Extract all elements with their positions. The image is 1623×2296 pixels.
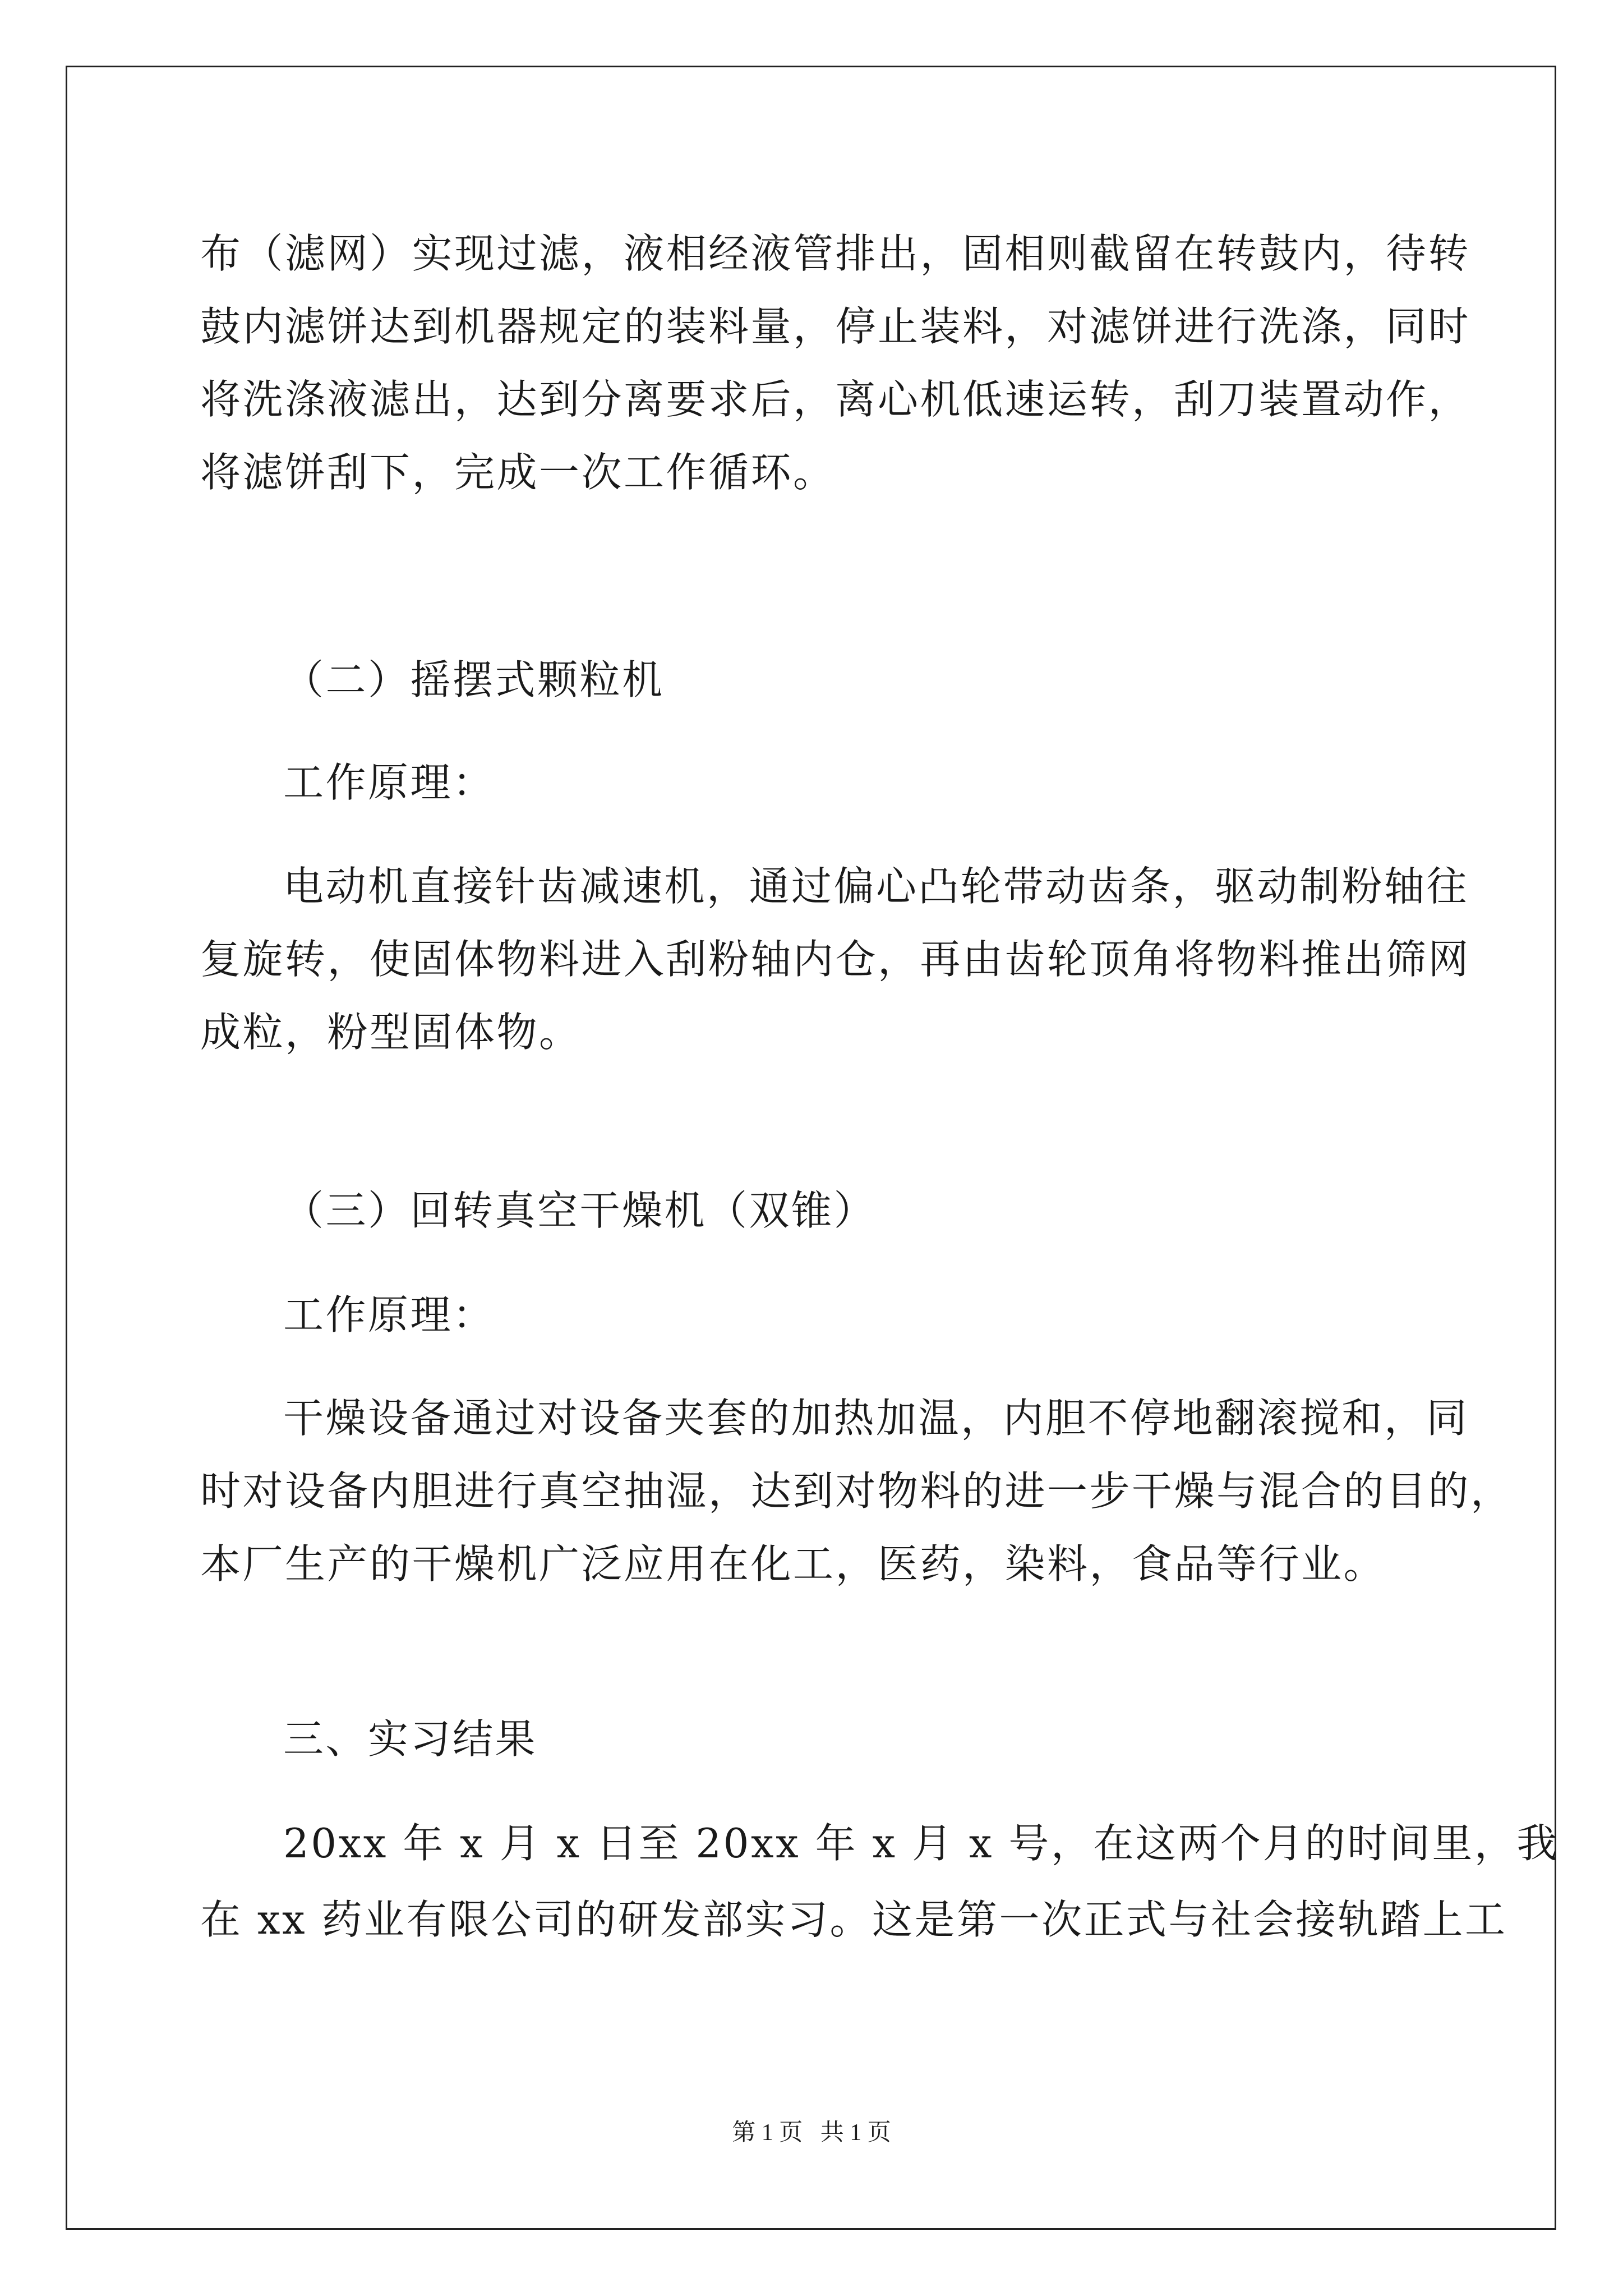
subheading: 工作原理： (283, 1291, 495, 1338)
body-line: 本厂生产的干燥机广泛应用在化工，医药，染料，食品等行业。 (200, 1540, 1386, 1588)
body-line: 将滤饼刮下，完成一次工作循环。 (200, 449, 836, 496)
page-footer: 第 1 页 共 1 页 (732, 2120, 891, 2146)
body-line: 电动机直接针齿减速机，通过偏心凸轮带动齿条，驱动制粉轴往 (283, 863, 1469, 910)
section-heading: 三、实习结果 (283, 1715, 538, 1763)
body-line: 布（滤网）实现过滤，液相经液管排出，固相则截留在转鼓内，待转 (200, 230, 1471, 277)
subheading: 工作原理： (283, 759, 495, 806)
body-line: 在 xx 药业有限公司的研发部实习。这是第一次正式与社会接轨踏上工 (200, 1896, 1507, 1943)
section-heading: （三）回转真空干燥机（双锥） (283, 1187, 877, 1234)
body-line: 20xx 年 x 月 x 日至 20xx 年 x 月 x 号，在这两个月的时间里，我 (283, 1820, 1559, 1867)
section-heading: （二）摇摆式颗粒机 (283, 656, 665, 703)
body-line: 干燥设备通过对设备夹套的加热加温，内胆不停地翻滚搅和，同 (283, 1395, 1469, 1442)
body-line: 成粒，粉型固体物。 (200, 1009, 582, 1056)
body-line: 鼓内滤饼达到机器规定的装料量，停止装料，对滤饼进行洗涤，同时 (200, 303, 1471, 350)
body-line: 将洗涤液滤出，达到分离要求后，离心机低速运转，刮刀装置动作， (200, 376, 1471, 423)
body-line: 时对设备内胆进行真空抽湿，达到对物料的进一步干燥与混合的目的， (200, 1467, 1513, 1515)
body-line: 复旋转，使固体物料进入刮粉轴内仓，再由齿轮顶角将物料推出筛网 (200, 936, 1471, 983)
